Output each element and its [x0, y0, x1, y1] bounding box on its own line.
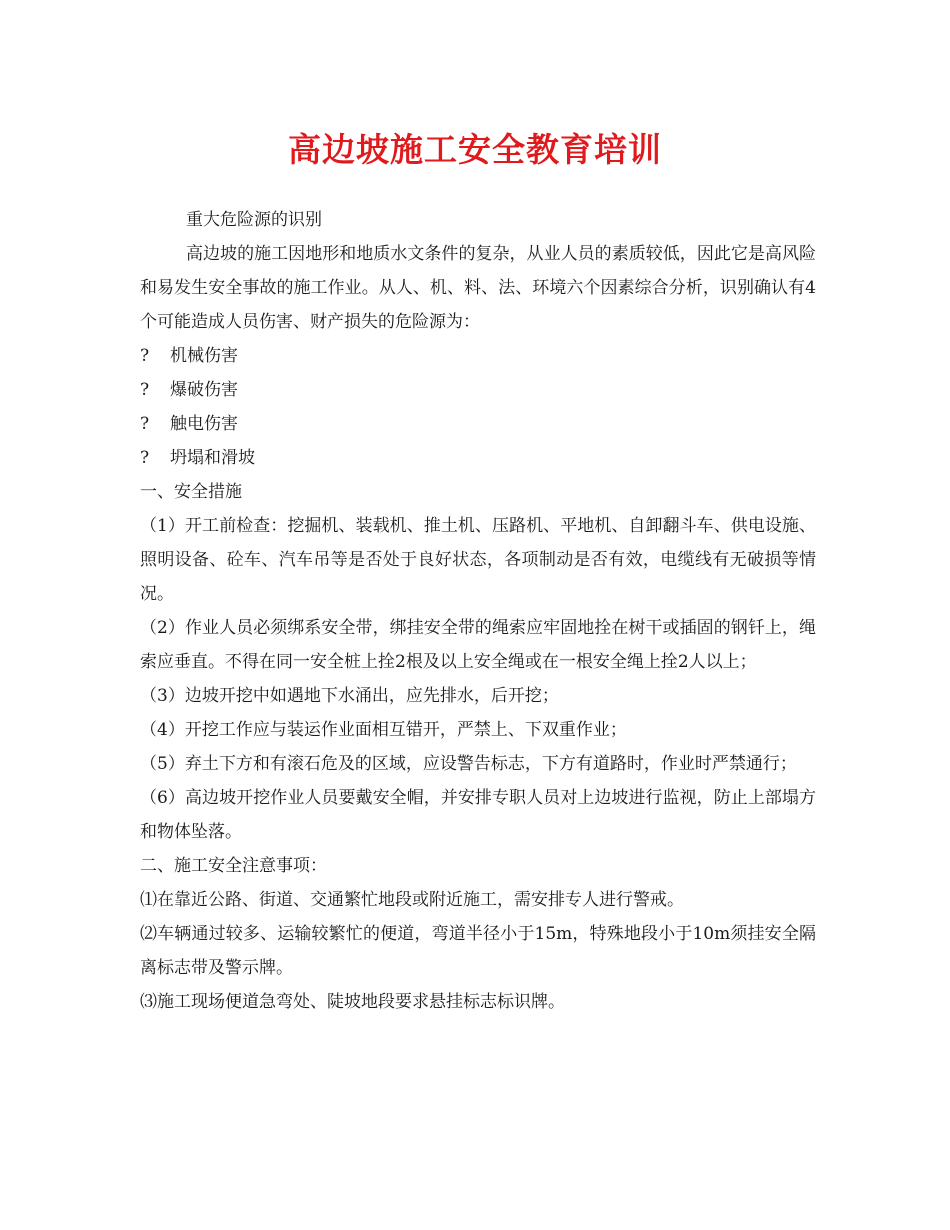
- note-item: ⑴在靠近公路、街道、交通繁忙地段或附近施工，需安排专人进行警戒。: [140, 890, 684, 910]
- hazard-label: 机械伤害: [170, 346, 238, 366]
- hazard-item: [140, 441, 816, 475]
- note-item: ⑶施工现场便道急弯处、陡坡地段要求悬挂标志标识牌。: [140, 992, 565, 1012]
- hazard-label: 爆破伤害: [170, 380, 238, 400]
- bullet-marker: ?: [140, 414, 150, 434]
- hazard-label: 坍塌和滑坡: [170, 448, 255, 468]
- hazard-item: [140, 407, 816, 441]
- hazard-item: [140, 339, 816, 373]
- measure-item: （5）弃土下方和有滚石危及的区域，应设警告标志，下方有道路时，作业时严禁通行；: [140, 754, 797, 774]
- measure-item: （6）高边坡开挖作业人员要戴安全帽，并安排专职人员对上边坡进行监视，防止上部塌方和物体坠落。: [140, 788, 816, 842]
- hazard-heading: 重大危险源的识别: [186, 210, 322, 230]
- measure-item: （1）开工前检查：挖掘机、装载机、推土机、压路机、平地机、自卸翻斗车、供电设施、照明设备、砼车、汽车吊等是否处于良好状态，各项制动是否有效，电缆线有无破损等情况。: [140, 516, 816, 604]
- section-heading-safety-measures: 一、安全措施: [140, 482, 242, 502]
- measure-item: （3）边坡开挖中如遇地下水涌出，应先排水，后开挖；: [140, 686, 559, 706]
- section-heading-precautions: 二、施工安全注意事项：: [140, 856, 327, 876]
- measure-item: （2）作业人员必须绑系安全带，绑挂安全带的绳索应牢固地拴在树干或插固的钢钎上，绳索应垂直。不得在同一安全桩上拴2根及以上安全绳或在一根安全绳上拴2人以上；: [140, 618, 816, 672]
- intro-paragraph: 高边坡的施工因地形和地质水文条件的复杂，从业人员的素质较低，因此它是高风险和易发生安全事故的施工作业。从人、机、料、法、环境六个因素综合分析，识别确认有4个可能造成人员伤害、财产损失的危险源为：: [140, 244, 816, 332]
- hazard-item: [140, 373, 816, 407]
- hazard-label: 触电伤害: [170, 414, 238, 434]
- document-title: 高边坡施工安全教育培训: [288, 130, 662, 169]
- document-body: [140, 203, 816, 1019]
- measure-item: （4）开挖工作应与装运作业面相互错开，严禁上、下双重作业；: [140, 720, 627, 740]
- bullet-marker: ?: [140, 448, 150, 468]
- bullet-marker: ?: [140, 380, 150, 400]
- bullet-marker: ?: [140, 346, 150, 366]
- note-item: ⑵车辆通过较多、运输较繁忙的便道，弯道半径小于15m，特殊地段小于10m须挂安全隔离标志带及警示牌。: [140, 924, 816, 978]
